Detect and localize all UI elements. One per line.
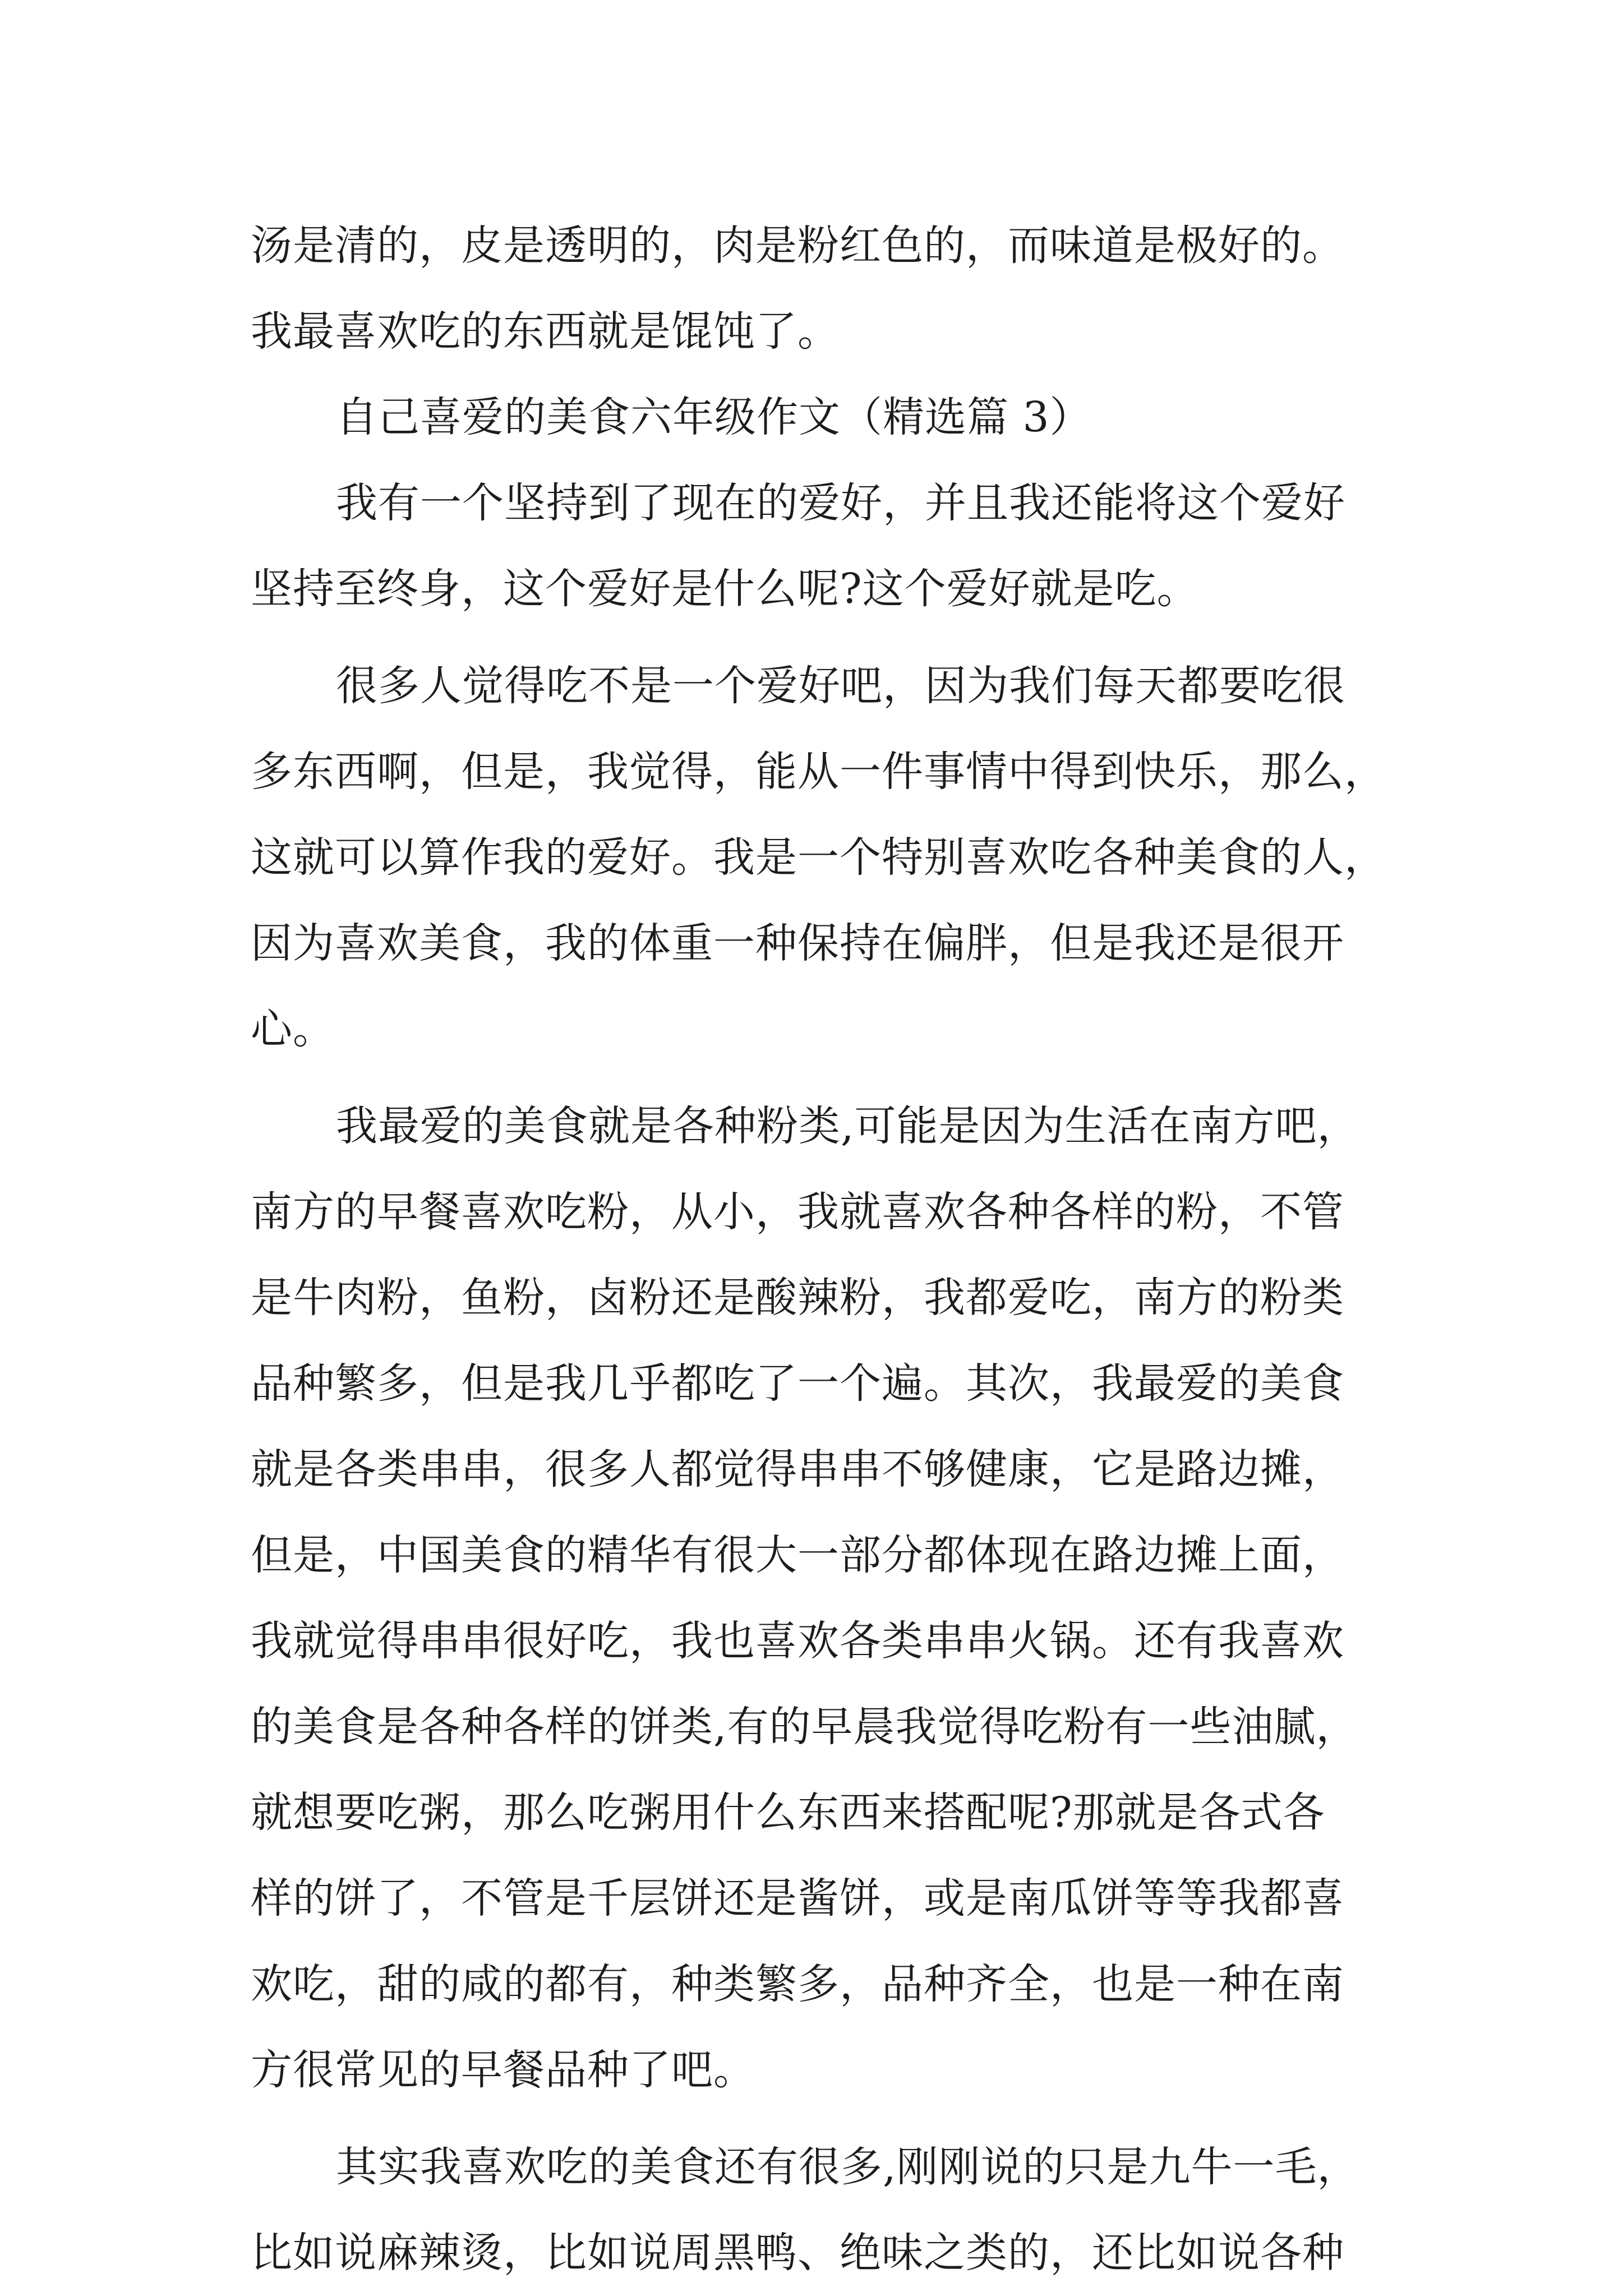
text-line: 品种繁多，但是我几乎都吃了一个遍。其次，我最爱的美食 [251, 1359, 1344, 1408]
text-line: 样的饼了，不管是千层饼还是酱饼，或是南瓜饼等等我都喜 [251, 1874, 1344, 1922]
text-line: 就想要吃粥，那么吃粥用什么东西来搭配呢?那就是各式各 [251, 1788, 1325, 1837]
text-line: 南方的早餐喜欢吃粉，从小，我就喜欢各种各样的粉，不管 [251, 1188, 1344, 1236]
text-line: 欢吃，甜的咸的都有，种类繁多，品种齐全，也是一种在南 [251, 1960, 1344, 2008]
paragraph-first-line: 很多人觉得吃不是一个爱好吧，因为我们每天都要吃很 [336, 662, 1345, 710]
paragraph-first-line: 我有一个坚持到了现在的爱好，并且我还能将这个爱好 [336, 479, 1345, 527]
text-line: 我最喜欢吃的东西就是馄饨了。 [251, 307, 840, 356]
text-line: 的美食是各种各样的饼类,有的早晨我觉得吃粉有一些油腻， [251, 1703, 1358, 1751]
text-line: 我就觉得串串很好吃，我也喜欢各类串串火锅。还有我喜欢 [251, 1617, 1344, 1665]
section-heading: 自己喜爱的美食六年级作文（精选篇 3） [336, 393, 1092, 441]
document-body [251, 203, 1386, 2296]
text-line: 就是各类串串，很多人都觉得串串不够健康，它是路边摊， [251, 1445, 1344, 1493]
paragraph-first-line: 我最爱的美食就是各种粉类,可能是因为生活在南方吧， [336, 1102, 1359, 1150]
text-line: 比如说麻辣烫，比如说周黑鸭、绝味之类的，还比如说各种 [251, 2229, 1344, 2277]
text-line: 但是，中国美食的精华有很大一部分都体现在路边摊上面， [251, 1531, 1344, 1579]
text-line: 因为喜欢美食，我的体重一种保持在偏胖，但是我还是很开 [251, 919, 1344, 967]
paragraph-first-line: 其实我喜欢吃的美食还有很多,刚刚说的只是九牛一毛， [336, 2143, 1359, 2191]
text-line: 多东西啊，但是，我觉得，能从一件事情中得到快乐，那么， [251, 748, 1386, 796]
text-line: 这就可以算作我的爱好。我是一个特别喜欢吃各种美食的人， [251, 833, 1386, 882]
text-line: 汤是清的，皮是透明的，肉是粉红色的，而味道是极好的。 [251, 222, 1344, 270]
text-line: 方很常见的早餐品种了吧。 [251, 2046, 755, 2094]
text-line: 坚持至终身，这个爱好是什么呢?这个爱好就是吃。 [251, 565, 1199, 613]
text-line: 是牛肉粉，鱼粉，卤粉还是酸辣粉，我都爱吃，南方的粉类 [251, 1274, 1344, 1322]
text-line: 心。 [251, 1005, 335, 1053]
